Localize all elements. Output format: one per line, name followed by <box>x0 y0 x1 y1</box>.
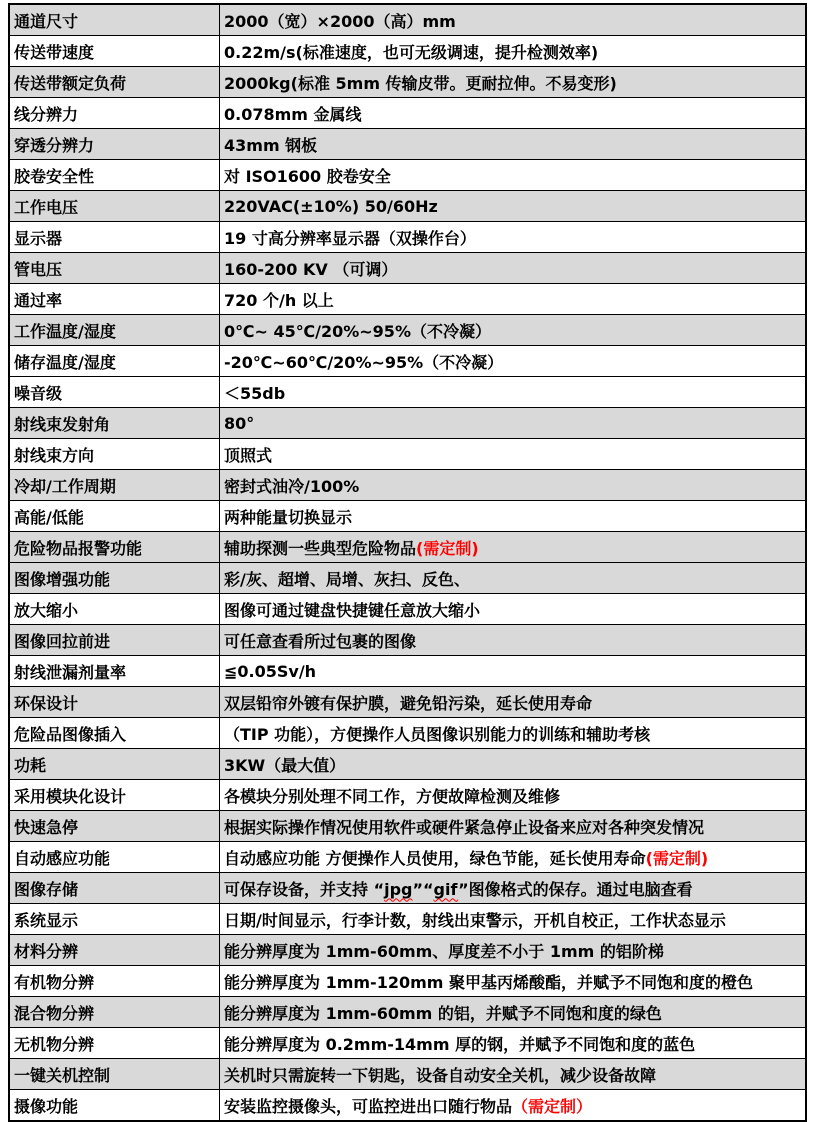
table-row <box>9 1090 806 1122</box>
spec-value-text: 关机时只需旋转一下钥匙，设备自动安全关机，减少设备故障 <box>224 1065 657 1085</box>
table-row <box>9 811 806 842</box>
spec-label-cell: 一键关机控制 <box>9 1059 220 1090</box>
table-row <box>9 532 806 563</box>
custom-required-note: （需定制） <box>512 1096 593 1116</box>
spec-value-text: 0.22m/s(标准速度，也可无级调速，提升检测效率) <box>224 42 599 62</box>
spec-value-cell <box>220 501 807 532</box>
spec-value-cell <box>220 129 807 160</box>
spec-value-cell <box>220 67 807 98</box>
spec-value-cell <box>220 873 807 904</box>
spec-label-cell: 通道尺寸 <box>9 4 220 36</box>
spec-value-cell <box>220 160 807 191</box>
spec-value-text: 220VAC(±10%) 50/60Hz <box>224 196 438 216</box>
spec-label-cell: 放大缩小 <box>9 594 220 625</box>
spec-label-cell: 图像存储 <box>9 873 220 904</box>
spec-value-text: （TIP 功能），方便操作人员图像识别能力的训练和辅助考核 <box>224 724 651 744</box>
spec-value-cell <box>220 1090 807 1122</box>
spec-value-cell <box>220 966 807 997</box>
spec-value-text: 能分辨厚度为 1mm-60mm、厚度差不小于 1mm 的铝阶梯 <box>224 941 664 961</box>
spellcheck-marked-text: gif <box>433 879 459 899</box>
spec-label-cell: 噪音级 <box>9 377 220 408</box>
table-row <box>9 67 806 98</box>
spec-value-cell <box>220 780 807 811</box>
spec-value-cell <box>220 439 807 470</box>
spec-value-text: 自动感应功能 方便操作人员使用，绿色节能，延长使用寿命 <box>224 848 646 868</box>
spec-value-text: 0.078mm 金属线 <box>224 104 362 124</box>
spec-label-cell: 危险物品报警功能 <box>9 532 220 563</box>
spec-value-text: -20℃~60℃/20%~95%（不冷凝） <box>224 352 504 372</box>
table-row <box>9 625 806 656</box>
spec-label-cell: 功耗 <box>9 749 220 780</box>
spec-value-text: 日期/时间显示，行李计数，射线出束警示，开机自校正，工作状态显示 <box>224 910 726 930</box>
table-row <box>9 594 806 625</box>
spec-value-text: 能分辨厚度为 1mm-60mm 的铝，并赋予不同饱和度的绿色 <box>224 1003 662 1023</box>
spec-value-cell <box>220 625 807 656</box>
spec-label-cell: 通过率 <box>9 284 220 315</box>
table-row <box>9 98 806 129</box>
spec-value-cell <box>220 811 807 842</box>
table-row <box>9 439 806 470</box>
spec-value-text: 对 ISO1600 胶卷安全 <box>224 166 391 186</box>
table-row <box>9 191 806 222</box>
spec-label-cell: 摄像功能 <box>9 1090 220 1122</box>
spec-label-cell: 图像回拉前进 <box>9 625 220 656</box>
spec-label-cell: 管电压 <box>9 253 220 284</box>
spec-value-text: 辅助探测一些典型危险物品 <box>224 538 417 558</box>
table-row <box>9 253 806 284</box>
table-row <box>9 470 806 501</box>
spec-value-text: 能分辨厚度为 0.2mm-14mm 厚的钢，并赋予不同饱和度的蓝色 <box>224 1034 696 1054</box>
spec-label-cell: 胶卷安全性 <box>9 160 220 191</box>
spec-value-text: 彩/灰、超增、局增、灰扫、反色、 <box>224 569 470 589</box>
spec-value-text: ≦0.05Sv/h <box>224 661 317 681</box>
spec-label-cell: 射线束发射角 <box>9 408 220 439</box>
spec-value-cell <box>220 470 807 501</box>
table-row <box>9 873 806 904</box>
spec-value-text: ＜55db <box>224 383 286 403</box>
spec-label-cell: 显示器 <box>9 222 220 253</box>
table-row <box>9 563 806 594</box>
spec-value-text: 19 寸高分辨率显示器（双操作台） <box>224 228 476 248</box>
spec-value-cell <box>220 718 807 749</box>
table-row <box>9 315 806 346</box>
spec-value-text: 80° <box>224 413 255 433</box>
spec-value-text: 2000kg(标准 5mm 传输皮带。更耐拉伸。不易变形) <box>224 73 617 93</box>
spec-label-cell: 危险品图像插入 <box>9 718 220 749</box>
table-row <box>9 780 806 811</box>
table-row <box>9 749 806 780</box>
spec-value-text: 各模块分别处理不同工作，方便故障检测及维修 <box>224 786 561 806</box>
spec-value-cell <box>220 532 807 563</box>
spec-value-cell <box>220 191 807 222</box>
table-row <box>9 160 806 191</box>
table-row <box>9 656 806 687</box>
table-row <box>9 284 806 315</box>
spec-value-text: 0℃~ 45℃/20%~95%（不冷凝） <box>224 321 491 341</box>
table-row <box>9 997 806 1028</box>
table-row <box>9 718 806 749</box>
table-row <box>9 377 806 408</box>
spec-value-text: 密封式油冷/100% <box>224 476 360 496</box>
spec-value-cell <box>220 408 807 439</box>
table-row <box>9 966 806 997</box>
spec-value-cell <box>220 749 807 780</box>
spec-value-text: 两种能量切换显示 <box>224 507 353 527</box>
spec-value-cell <box>220 284 807 315</box>
spec-value-text: ”图像格式的保存。通过电脑查看 <box>458 879 693 899</box>
spec-value-cell <box>220 346 807 377</box>
spec-table <box>8 3 807 1122</box>
spec-label-cell: 储存温度/湿度 <box>9 346 220 377</box>
table-row <box>9 501 806 532</box>
spec-label-cell: 有机物分辨 <box>9 966 220 997</box>
spec-label-cell: 混合物分辨 <box>9 997 220 1028</box>
spec-value-text: 根据实际操作情况使用软件或硬件紧急停止设备来应对各种突发情况 <box>224 817 705 837</box>
spec-value-cell <box>220 315 807 346</box>
spec-value-cell <box>220 997 807 1028</box>
spec-value-cell <box>220 935 807 966</box>
spec-label-cell: 传送带速度 <box>9 36 220 67</box>
spec-value-text: 3KW（最大值） <box>224 755 346 775</box>
spec-value-text: 图像可通过键盘快捷键任意放大缩小 <box>224 600 481 620</box>
spec-value-cell <box>220 98 807 129</box>
table-row <box>9 346 806 377</box>
spec-value-cell <box>220 36 807 67</box>
spec-label-cell: 线分辨力 <box>9 98 220 129</box>
table-row <box>9 935 806 966</box>
spec-label-cell: 冷却/工作周期 <box>9 470 220 501</box>
spec-value-cell <box>220 594 807 625</box>
spec-value-text: 安装监控摄像头，可监控进出口随行物品 <box>224 1096 513 1116</box>
spec-value-text: 能分辨厚度为 1mm-120mm 聚甲基丙烯酸酯，并赋予不同饱和度的橙色 <box>224 972 754 992</box>
spec-value-cell <box>220 842 807 873</box>
spec-value-text: 可保存设备，并支持 “ <box>224 879 385 899</box>
table-row <box>9 129 806 160</box>
spec-value-text: 160-200 KV （可调） <box>224 259 398 279</box>
spec-value-text: 43mm 钢板 <box>224 135 318 155</box>
spec-label-cell: 系统显示 <box>9 904 220 935</box>
spec-label-cell: 材料分辨 <box>9 935 220 966</box>
spec-value-cell <box>220 377 807 408</box>
table-row <box>9 1028 806 1059</box>
table-row <box>9 408 806 439</box>
spec-label-cell: 射线束方向 <box>9 439 220 470</box>
spec-label-cell: 环保设计 <box>9 687 220 718</box>
spec-label-cell: 射线泄漏剂量率 <box>9 656 220 687</box>
spec-label-cell: 工作温度/湿度 <box>9 315 220 346</box>
spec-table-body <box>9 4 806 1121</box>
table-row <box>9 4 806 36</box>
spec-label-cell: 穿透分辨力 <box>9 129 220 160</box>
spec-value-cell <box>220 1028 807 1059</box>
table-row <box>9 904 806 935</box>
spec-value-text: ”“ <box>412 879 434 899</box>
spec-value-cell <box>220 904 807 935</box>
spec-value-cell <box>220 656 807 687</box>
table-row <box>9 687 806 718</box>
custom-required-note: (需定制) <box>645 848 709 868</box>
spec-label-cell: 无机物分辨 <box>9 1028 220 1059</box>
spec-value-text: 可任意查看所过包裹的图像 <box>224 631 417 651</box>
spellcheck-marked-text: jpg <box>384 879 413 899</box>
spec-value-text: 720 个/h 以上 <box>224 290 334 310</box>
spec-value-text: 2000（宽）×2000（高）mm <box>224 11 456 31</box>
spec-label-cell: 采用模块化设计 <box>9 780 220 811</box>
spec-label-cell: 传送带额定负荷 <box>9 67 220 98</box>
spec-value-cell <box>220 4 807 36</box>
spec-value-cell <box>220 1059 807 1090</box>
spec-value-text: 顶照式 <box>224 445 273 465</box>
spec-value-cell <box>220 563 807 594</box>
spec-value-cell <box>220 222 807 253</box>
table-row <box>9 36 806 67</box>
table-row <box>9 1059 806 1090</box>
spec-label-cell: 高能/低能 <box>9 501 220 532</box>
spec-value-text: 双层铅帘外镀有保护膜，避免铅污染，延长使用寿命 <box>224 693 593 713</box>
table-row <box>9 842 806 873</box>
spec-label-cell: 快速急停 <box>9 811 220 842</box>
custom-required-note: (需定制) <box>416 538 479 558</box>
spec-label-cell: 图像增强功能 <box>9 563 220 594</box>
spec-value-cell <box>220 687 807 718</box>
spec-label-cell: 自动感应功能 <box>9 842 220 873</box>
spec-label-cell: 工作电压 <box>9 191 220 222</box>
spec-value-cell <box>220 253 807 284</box>
table-row <box>9 222 806 253</box>
